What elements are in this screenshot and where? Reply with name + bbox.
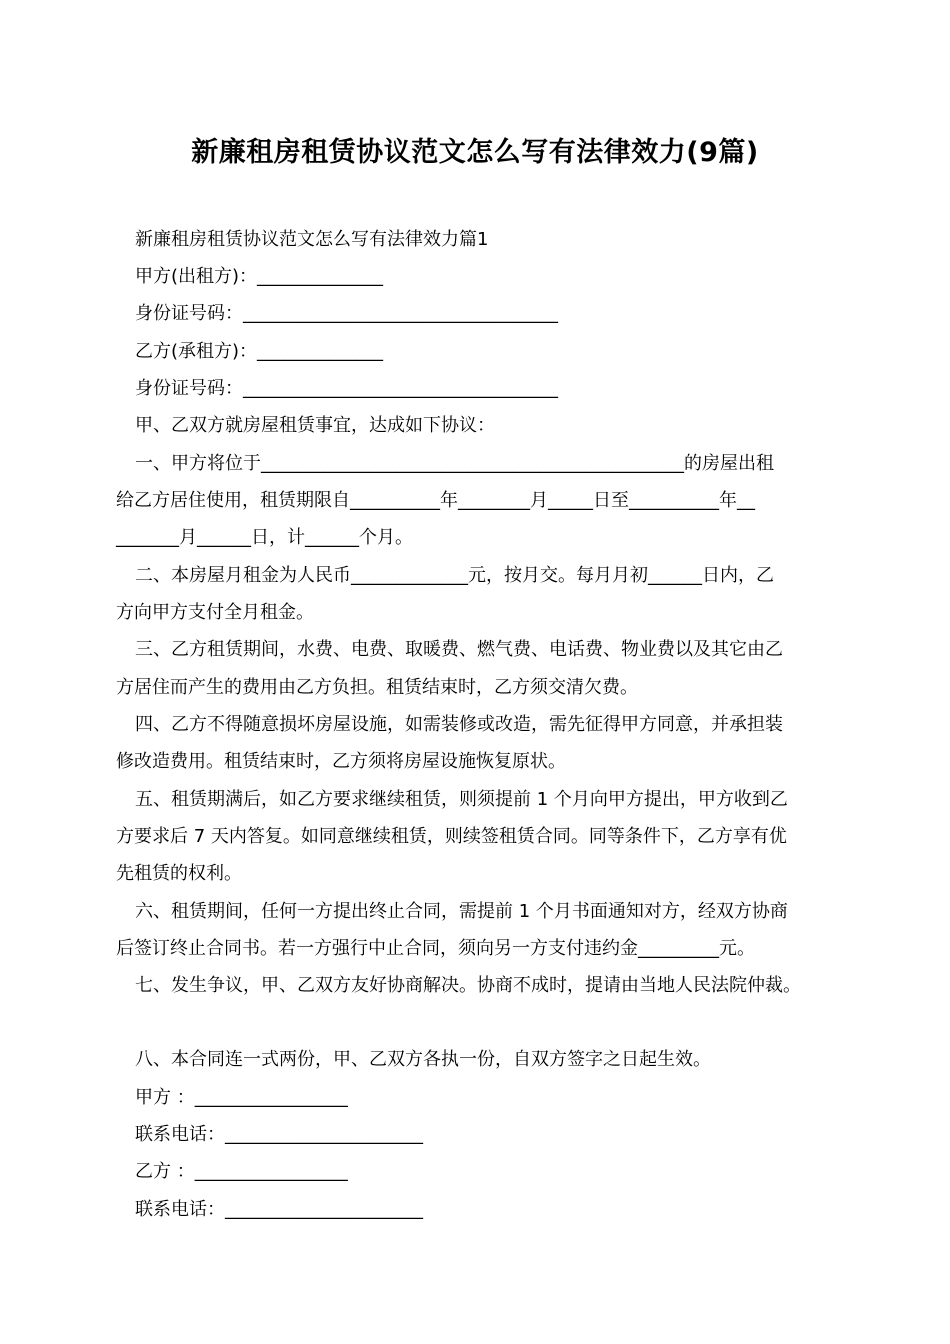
agreement-intro: 甲、乙双方就房屋租赁事宜，达成如下协议： [135, 415, 495, 436]
clause-3-line-1: 三、乙方租赁期间，水费、电费、取暖费、燃气费、电话费、物业费以及其它由乙 [135, 639, 783, 660]
clause-8-line-1: 八、本合同连一式两份，甲、乙双方各执一份，自双方签字之日起生效。 [135, 1049, 711, 1070]
signature-party-a: 甲方 ：_________________ [135, 1087, 348, 1108]
party-a-id-line: 身份证号码：___________________________________ [135, 303, 558, 324]
clause-4-line-1: 四、乙方不得随意损坏房屋设施，如需装修或改造，需先征得甲方同意，并承担装 [135, 714, 783, 735]
clause-6-line-1: 六、租赁期间，任何一方提出终止合同，需提前 1 个月书面通知对方，经双方协商 [135, 901, 788, 922]
clause-1-line-2: 给乙方居住使用，租赁期限自__________年________月_____日至__________年__ [116, 490, 755, 511]
clause-5-line-3: 先租赁的权利。 [116, 863, 242, 884]
clause-6-line-2: 后签订终止合同书。若一方强行中止合同，须向另一方支付违约金_________元。 [116, 938, 755, 959]
clause-7-line-1: 七、发生争议，甲、乙双方友好协商解决。协商不成时，提请由当地人民法院仲裁。 [135, 975, 801, 996]
document-title: 新廉租房租赁协议范文怎么写有法律效力(9篇) [191, 137, 759, 168]
section-heading: 新廉租房租赁协议范文怎么写有法律效力篇1 [135, 229, 489, 250]
clause-4-line-2: 修改造费用。租赁结束时，乙方须将房屋设施恢复原状。 [116, 751, 566, 772]
clause-3-line-2: 方居住而产生的费用由乙方负担。租赁结束时，乙方须交清欠费。 [116, 677, 638, 698]
clause-2-line-1: 二、本房屋月租金为人民币_____________元，按月交。每月月初______日内，乙 [135, 565, 774, 586]
party-a-line: 甲方(出租方)：______________ [135, 266, 384, 287]
clause-1-line-1: 一、甲方将位于_______________________________________________的房屋出租 [135, 453, 774, 474]
signature-party-b: 乙方 ：_________________ [135, 1161, 348, 1182]
clause-2-line-2: 方向甲方支付全月租金。 [116, 602, 314, 623]
clause-5-line-2: 方要求后 7 天内答复。如同意继续租赁，则续签租赁合同。同等条件下，乙方享有优 [116, 826, 787, 847]
party-b-id-line: 身份证号码：___________________________________ [135, 378, 558, 399]
clause-1-line-3: _______月______日，计______个月。 [116, 527, 413, 548]
phone-party-a: 联系电话：______________________ [135, 1124, 423, 1145]
phone-party-b: 联系电话：______________________ [135, 1199, 423, 1220]
party-b-line: 乙方(承租方)：______________ [135, 341, 384, 362]
clause-5-line-1: 五、租赁期满后，如乙方要求继续租赁，则须提前 1 个月向甲方提出，甲方收到乙 [135, 789, 788, 810]
